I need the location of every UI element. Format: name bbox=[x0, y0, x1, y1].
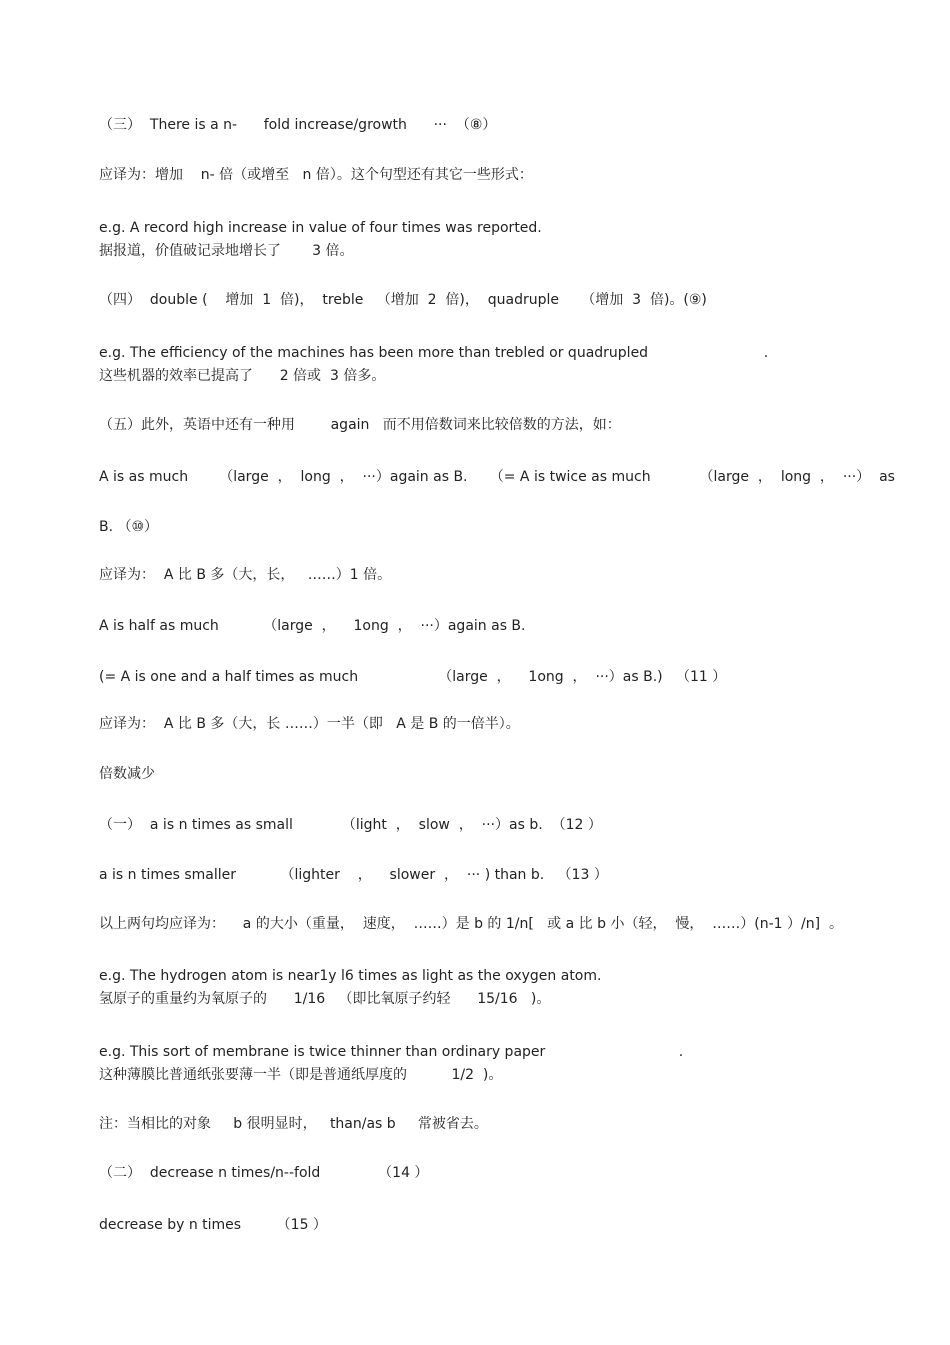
section-heading: 倍数减少 bbox=[99, 766, 155, 782]
text-line: （一） a is n times as small （light ， slow ， ···）as b. （12 ） bbox=[99, 817, 602, 833]
text-line: e.g. This sort of membrane is twice thinner than ordinary paper . bbox=[99, 1044, 684, 1060]
text-line: 氢原子的重量约为氧原子的 1/16 （即比氧原子约轻 15/16 )。 bbox=[99, 991, 551, 1007]
text-line: e.g. The efficiency of the machines has been more than trebled or quadrupled . bbox=[99, 345, 769, 361]
text-line: A is as much （large ， long ， ···）again as B. （= A is twice as much （large ， long ， ···） as bbox=[99, 469, 895, 485]
text-line: （二） decrease n times/n--fold （14 ） bbox=[99, 1165, 429, 1181]
text-line: (= A is one and a half times as much （large ， 1ong ， ···）as B.) （11 ） bbox=[99, 669, 727, 685]
text-line: e.g. The hydrogen atom is near1y l6 times as light as the oxygen atom. bbox=[99, 968, 602, 984]
text-line: A is half as much （large ， 1ong ， ···）again as B. bbox=[99, 618, 526, 634]
text-line: decrease by n times （15 ） bbox=[99, 1217, 327, 1233]
text-line: （三） There is a n- fold increase/growth ··· （⑧） bbox=[99, 117, 497, 133]
text-line: 注：当相比的对象 b 很明显时， than/as b 常被省去。 bbox=[99, 1116, 488, 1132]
text-line: （四） double ( 增加 1 倍)， treble （增加 2 倍)， quadruple （增加 3 倍)。(⑨) bbox=[99, 292, 707, 308]
text-line: a is n times smaller （lighter ， slower ， ··· ) than b. （13 ） bbox=[99, 867, 608, 883]
text-line: 据报道，价值破记录地增长了 3 倍。 bbox=[99, 243, 354, 259]
text-line: 应译为：增加 n- 倍（或增至 n 倍）。这个句型还有其它一些形式： bbox=[99, 167, 533, 183]
text-line: 这些机器的效率已提高了 2 倍或 3 倍多。 bbox=[99, 368, 386, 384]
text-line: B. （⑩） bbox=[99, 519, 159, 535]
text-line: 这种薄膜比普通纸张要薄一半（即是普通纸厚度的 1/2 )。 bbox=[99, 1067, 503, 1083]
text-line: 应译为： A 比 B 多（大，长， ……）1 倍。 bbox=[99, 567, 392, 583]
text-line: e.g. A record high increase in value of four times was reported. bbox=[99, 220, 542, 236]
text-line: 应译为： A 比 B 多（大，长 ……）一半（即 A 是 B 的一倍半）。 bbox=[99, 716, 520, 732]
text-line: （五）此外，英语中还有一种用 again 而不用倍数词来比较倍数的方法，如： bbox=[99, 417, 621, 433]
text-line: 以上两句均应译为： a 的大小（重量， 速度， ……）是 b 的 1/n[ 或 a 比 b 小（轻， 慢， ……）(n-1 ）/n] 。 bbox=[99, 916, 843, 932]
